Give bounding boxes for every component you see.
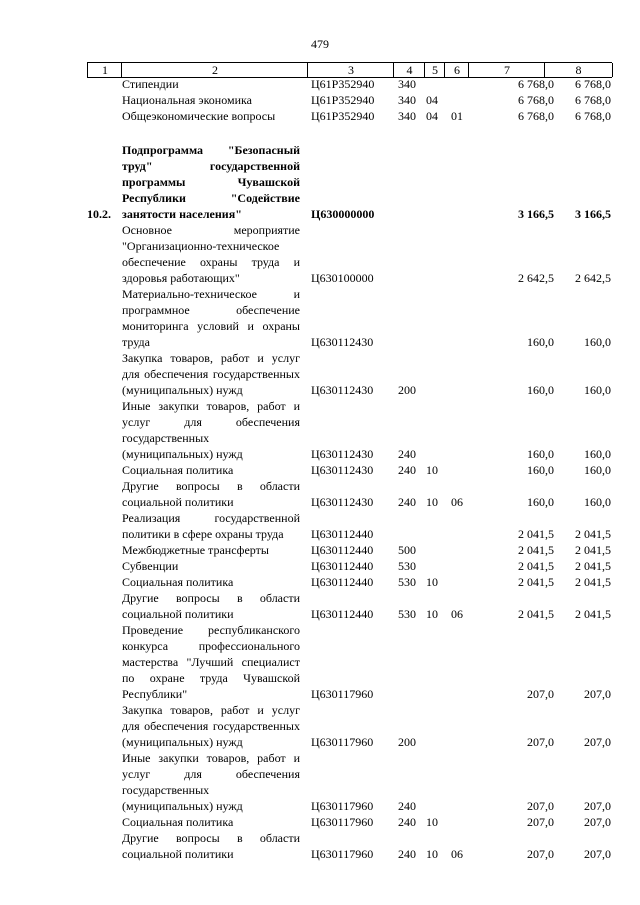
- row-amount-col8: 6 768,0: [575, 109, 611, 123]
- row-name: Другие вопросы в области социальной политики: [122, 591, 300, 621]
- row-code: Ц630117960: [311, 799, 374, 813]
- row-amount-col7: 2 642,5: [518, 271, 554, 285]
- row-amount-col8: 2 041,5: [575, 607, 611, 621]
- row-subsection: 06: [451, 847, 463, 861]
- row-name: Социальная политика: [122, 463, 234, 477]
- row-code: Ц630112430: [311, 463, 374, 477]
- table-row: [0, 702, 640, 750]
- row-section: 10: [426, 847, 438, 861]
- row-code: Ц630112430: [311, 383, 374, 397]
- row-section: 10: [426, 575, 438, 589]
- row-code: Ц630000000: [311, 207, 375, 221]
- row-expense-type: 200: [398, 735, 416, 749]
- row-name: Другие вопросы в области социальной политики: [122, 831, 300, 861]
- table-row: [0, 142, 640, 222]
- table-row: [0, 558, 640, 574]
- row-amount-col8: 207,0: [584, 815, 611, 829]
- table-row: [0, 574, 640, 590]
- column-header: 5: [424, 63, 445, 77]
- row-code: Ц630100000: [311, 271, 374, 285]
- row-name: Стипендии: [122, 77, 179, 91]
- row-amount-col8: 207,0: [584, 687, 611, 701]
- table-row: [0, 830, 640, 862]
- row-amount-col7: 2 041,5: [518, 559, 554, 573]
- row-section: 10: [426, 463, 438, 477]
- row-amount-col8: 2 041,5: [575, 559, 611, 573]
- row-amount-col7: 6 768,0: [518, 109, 554, 123]
- row-amount-col8: 160,0: [584, 447, 611, 461]
- table-row: [0, 92, 640, 108]
- row-name: Социальная политика: [122, 575, 234, 589]
- row-section: 10: [426, 607, 438, 621]
- row-expense-type: 530: [398, 575, 416, 589]
- row-amount-col7: 160,0: [527, 463, 554, 477]
- row-amount-col7: 207,0: [527, 799, 554, 813]
- table-row: [0, 462, 640, 478]
- row-name: Общеэкономические вопросы: [122, 109, 276, 123]
- row-amount-col8: 2 041,5: [575, 543, 611, 557]
- row-amount-col7: 3 166,5: [518, 207, 554, 221]
- row-name: Проведение республиканского конкурса профессионального мастерства "Лучший специалист по охране труда Чувашской Республики": [122, 623, 300, 701]
- row-amount-col7: 160,0: [527, 447, 554, 461]
- row-expense-type: 240: [398, 495, 416, 509]
- row-expense-type: 500: [398, 543, 416, 557]
- table-row: [0, 542, 640, 558]
- row-name: Закупка товаров, работ и услуг для обеспечения государственных (муниципальных) нужд: [122, 703, 300, 749]
- row-amount-col7: 207,0: [527, 847, 554, 861]
- table-row: [0, 350, 640, 398]
- row-code: Ц630117960: [311, 735, 374, 749]
- row-code: Ц630112430: [311, 335, 374, 349]
- row-code: Ц630112440: [311, 607, 374, 621]
- row-name: Основное мероприятие "Организационно-техническое обеспечение охраны труда и здоровья работающих": [122, 223, 300, 285]
- table-row: [0, 510, 640, 542]
- column-header: 4: [393, 63, 425, 77]
- row-amount-col8: 160,0: [584, 463, 611, 477]
- column-header: 1: [87, 63, 122, 77]
- row-amount-col8: 2 041,5: [575, 575, 611, 589]
- row-code: Ц630112440: [311, 543, 374, 557]
- row-amount-col7: 207,0: [527, 687, 554, 701]
- row-section: 04: [426, 93, 438, 107]
- row-amount-col7: 160,0: [527, 495, 554, 509]
- row-expense-type: 530: [398, 559, 416, 573]
- row-expense-type: 240: [398, 447, 416, 461]
- row-amount-col7: 207,0: [527, 735, 554, 749]
- table-row: [0, 622, 640, 702]
- column-header: 7: [468, 63, 545, 77]
- row-expense-type: 530: [398, 607, 416, 621]
- row-name: Другие вопросы в области социальной политики: [122, 479, 300, 509]
- row-amount-col8: 2 642,5: [575, 271, 611, 285]
- row-code: Ц630112440: [311, 559, 374, 573]
- row-subsection: 06: [451, 495, 463, 509]
- row-code: Ц630117960: [311, 847, 374, 861]
- row-section: 10: [426, 495, 438, 509]
- table-row: [0, 76, 640, 92]
- row-expense-type: 240: [398, 799, 416, 813]
- row-expense-type: 240: [398, 815, 416, 829]
- row-name: Иные закупки товаров, работ и услуг для обеспечения государственных (муниципальных) нужд: [122, 399, 300, 461]
- row-name: Субвенции: [122, 559, 179, 573]
- row-amount-col7: 207,0: [527, 815, 554, 829]
- row-name: Реализация государственной политики в сфере охраны труда: [122, 511, 300, 541]
- row-amount-col8: 6 768,0: [575, 77, 611, 91]
- row-code: Ц630112430: [311, 495, 374, 509]
- row-amount-col7: 2 041,5: [518, 543, 554, 557]
- row-section: 04: [426, 109, 438, 123]
- row-code: Ц630112440: [311, 527, 374, 541]
- row-amount-col7: 2 041,5: [518, 527, 554, 541]
- table-row: [0, 222, 640, 286]
- row-name: Иные закупки товаров, работ и услуг для обеспечения государственных (муниципальных) нужд: [122, 751, 300, 813]
- row-amount-col8: 207,0: [584, 847, 611, 861]
- row-amount-col7: 160,0: [527, 383, 554, 397]
- row-name: Материально-техническое и программное обеспечение мониторинга условий и охраны труда: [122, 287, 300, 349]
- row-amount-col7: 160,0: [527, 335, 554, 349]
- row-code: Ц61Р352940: [311, 109, 375, 123]
- row-amount-col8: 160,0: [584, 335, 611, 349]
- row-code: Ц630112440: [311, 575, 374, 589]
- row-amount-col8: 207,0: [584, 799, 611, 813]
- row-amount-col7: 6 768,0: [518, 93, 554, 107]
- row-expense-type: 340: [398, 77, 416, 91]
- column-header: 2: [121, 63, 308, 77]
- row-section: 10: [426, 815, 438, 829]
- row-amount-col8: 207,0: [584, 735, 611, 749]
- row-expense-type: 200: [398, 383, 416, 397]
- row-subsection: 06: [451, 607, 463, 621]
- table-row: [0, 398, 640, 462]
- row-amount-col7: 2 041,5: [518, 575, 554, 589]
- row-amount-col8: 160,0: [584, 383, 611, 397]
- row-code: Ц630112430: [311, 447, 374, 461]
- row-code: Ц61Р352940: [311, 93, 375, 107]
- table-row: [0, 108, 640, 124]
- row-code: Ц630117960: [311, 815, 374, 829]
- row-expense-type: 240: [398, 463, 416, 477]
- row-amount-col8: 2 041,5: [575, 527, 611, 541]
- row-code: Ц630117960: [311, 687, 374, 701]
- table-row: [0, 590, 640, 622]
- row-subsection: 01: [451, 109, 463, 123]
- row-amount-col7: 6 768,0: [518, 77, 554, 91]
- budget-table-body: [0, 76, 640, 862]
- row-expense-type: 340: [398, 109, 416, 123]
- row-amount-col7: 2 041,5: [518, 607, 554, 621]
- row-amount-col8: 6 768,0: [575, 93, 611, 107]
- row-name: Социальная политика: [122, 815, 234, 829]
- row-name: Подпрограмма "Безопасный труд" государственной программы Чувашской Республики "Содействие занятости населения": [122, 143, 300, 221]
- row-name: Межбюджетные трансферты: [122, 543, 269, 557]
- row-code: Ц61Р352940: [311, 77, 375, 91]
- row-name: Национальная экономика: [122, 93, 252, 107]
- row-name: Закупка товаров, работ и услуг для обеспечения государственных (муниципальных) нужд: [122, 351, 300, 397]
- column-header: 6: [444, 63, 469, 77]
- row-amount-col8: 3 166,5: [575, 207, 611, 221]
- column-header: 3: [307, 63, 394, 77]
- table-row: [0, 286, 640, 350]
- row-number: 10.2.: [87, 207, 111, 221]
- page-number: 479: [311, 37, 329, 51]
- row-expense-type: 340: [398, 93, 416, 107]
- table-row: [0, 814, 640, 830]
- row-amount-col8: 160,0: [584, 495, 611, 509]
- column-header: 8: [544, 63, 613, 77]
- row-expense-type: 240: [398, 847, 416, 861]
- table-row: [0, 478, 640, 510]
- table-row: [0, 750, 640, 814]
